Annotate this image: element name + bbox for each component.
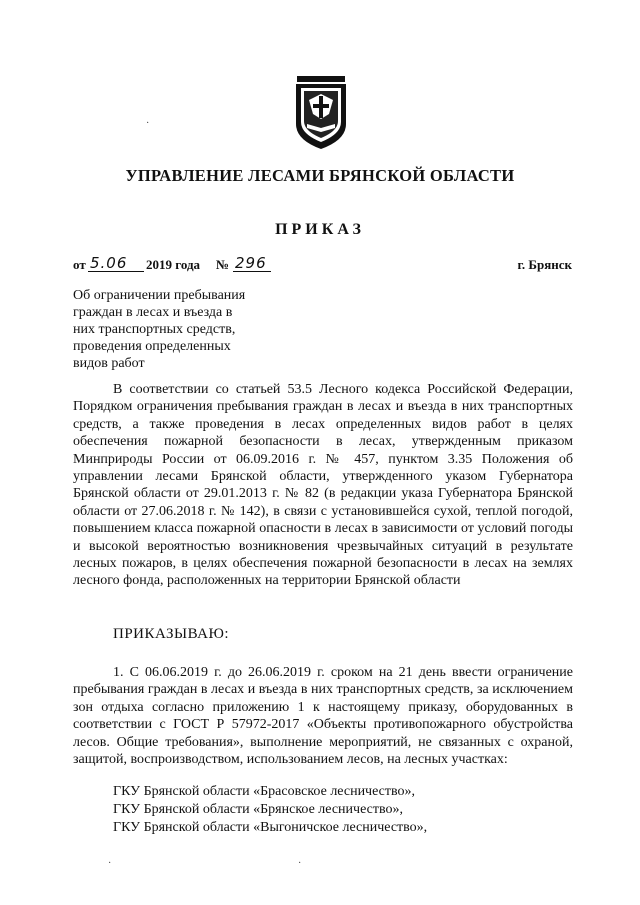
coat-of-arms-icon [291,72,351,152]
scan-speck: · [146,118,150,129]
number-label: № [216,257,230,272]
date-underline [88,271,144,272]
dateline [73,253,572,275]
city-label: г. Брянск [517,257,572,272]
forestry-list [113,783,427,837]
order-word: ПРИКАЗЫВАЮ: [113,626,230,642]
year-label: 2019 года [146,257,201,272]
date-value: 5.06 [90,254,128,272]
preamble-paragraph: В соответствии со статьей 53.5 Лесного кодекса Российской Федерации, Порядком ограничения пребывания граждан в лесах и въезда в них транспортных средств, а также проведения в лесах определенных видов работ в целях обеспечения пожарной безопасности в лесах, утвержденным приказом Минприроды России от 06.09.2016 г. № 457, пунктом 3.35 Положения об управлении лесами Брянской области, утвержденного указом Губернатора Брянской области от 29.01.2013 г. № 82 (в редакции указа Губернатора Брянской области от 27.06.2018 г. № 142), в связи с установившейся сухой, теплой погодой, повышением класса пожарной опасности в лесах в зависимости от условий погоды и высокой вероятностью возникновения чрезвычайных ситуаций в результате лесных пожаров, в целях обеспечения пожарной безопасности в лесах на землях лесного фонда, расположенных на территории Брянской области [73,382,573,589]
number-underline [233,271,271,272]
document-type: ПРИКАЗ [275,221,365,238]
list-item: ГКУ Брянской области «Выгоничское лесничество», [113,820,428,835]
list-item: ГКУ Брянской области «Брянское лесничество», [113,802,403,817]
list-item: ГКУ Брянской области «Брасовское лесничество», [113,784,416,799]
scan-speck: · [108,858,112,869]
date-from-label: от [73,257,86,272]
document-subject: Об ограничении пребывания граждан в лесах и въезда в них транспортных средств, проведения определенных видов работ [73,288,246,371]
scan-speck: · [298,858,302,869]
organization-title: УПРАВЛЕНИЕ ЛЕСАМИ БРЯНСКОЙ ОБЛАСТИ [125,166,515,185]
document-number: 296 [235,254,267,272]
order-item-1: 1. С 06.06.2019 г. до 26.06.2019 г. сроком на 21 день ввести ограничение пребывания граждан в лесах и въезда в них транспортных средств, за исключением зон отдыха согласно приложению 1 к настоящему приказу, оборудованных в соответствии с ГОСТ Р 57972-2017 «Объекты противопожарного обустройства лесов. Общие требования», выполнение мероприятий, не связанных с охраной, защитой, воспроизводством, использованием лесов, на лесных участках: [73,665,573,768]
